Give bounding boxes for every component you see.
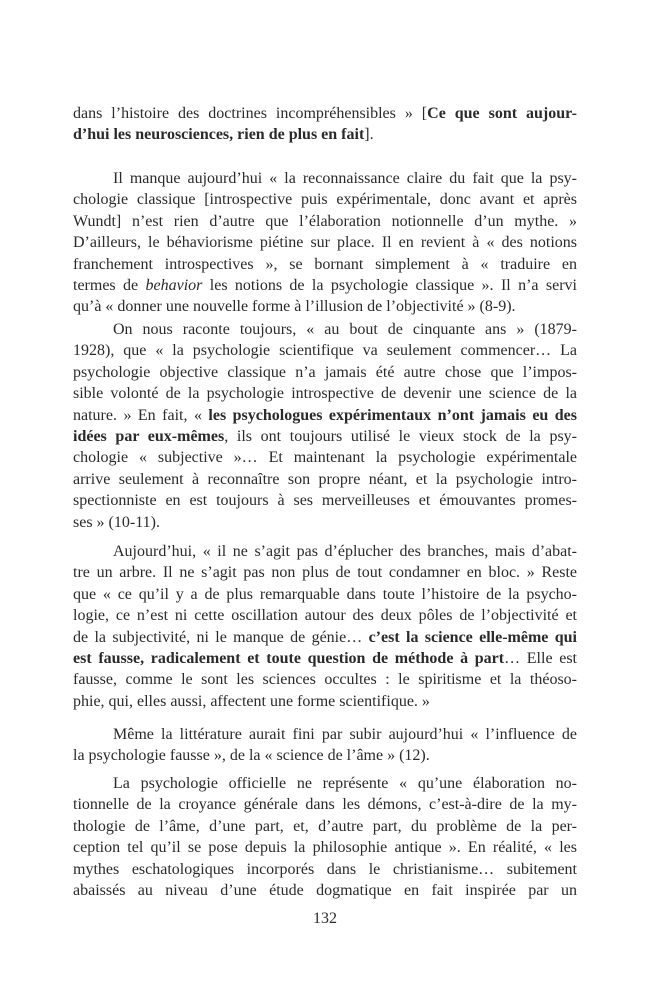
text-segment: logie, ce n’est ni cette oscillation autour des deux pôles de l’objectivité et [73, 607, 577, 625]
bold-text: est fausse, radicalement et toute question de méthode à part [73, 649, 505, 667]
text-line [73, 605, 577, 626]
text-segment: … Elle est [504, 649, 577, 667]
text-segment: Il manque aujourd’hui « la reconnaissance claire du fait que la psy- [113, 170, 577, 187]
text-segment: que « ce qu’il y a de plus remarquable dans toute l’histoire de la psycho- [73, 585, 577, 603]
text-line [73, 794, 577, 815]
text-segment: fausse, comme le sont les sciences occultes : le spiritisme et la théoso- [73, 671, 577, 689]
text-line [73, 880, 577, 901]
text-segment: sible volonté de la psychologie introspective de devenir une science de la [73, 385, 577, 403]
text-segment: de la subjectivité, ni le manque de génie… [73, 628, 369, 646]
text-line [73, 859, 577, 880]
text-line [73, 340, 577, 361]
text-segment: ses » (10-11). [73, 513, 160, 531]
text-line [73, 648, 577, 669]
text-segment: nature. » En fait, « [73, 406, 209, 424]
text-line [73, 168, 577, 189]
text-line [73, 837, 577, 858]
paragraph-2 [73, 168, 577, 318]
text-line [73, 447, 577, 468]
text-segment: On nous raconte toujours, « au bout de cinquante ans » (1879- [113, 321, 577, 338]
text-segment: Même la littérature aurait fini par subir aujourd’hui « l’influence de [113, 726, 577, 743]
text-line [73, 124, 577, 145]
text-segment: 1928), que « la psychologie scientifique va seulement commencer… La [73, 342, 577, 360]
text-line [73, 319, 577, 340]
text-segment: arrive seulement à reconnaître son propre néant, et la psychologie intro- [73, 470, 577, 488]
text-line [73, 562, 577, 583]
text-line [73, 232, 577, 253]
text-segment: La psychologie officielle ne représente « qu’une élaboration no- [113, 775, 577, 792]
text-segment: chologie classique [introspective puis expérimentale, donc avant et après [73, 191, 577, 209]
text-line [73, 816, 577, 837]
text-segment: Aujourd’hui, « il ne s’agit pas d’éplucher des branches, mais d’abat- [113, 543, 577, 560]
text-segment: tre un arbre. Il ne s’agit pas non plus de tout condamner en bloc. » Reste [73, 564, 577, 582]
text-line [73, 275, 577, 296]
text-line [73, 669, 577, 690]
text-segment: mythes eschatologiques incorporés dans le christianisme… subitement [73, 860, 577, 878]
text-segment: D’ailleurs, le béhaviorisme piétine sur place. Il en revient à « des notions [73, 234, 577, 252]
text-line [73, 745, 577, 766]
text-segment: abaissés au niveau d’une étude dogmatique en fait inspirée par un [73, 881, 577, 899]
bold-text: les psychologues expérimentaux n’ont jamais eu des [208, 406, 578, 424]
text-line [73, 584, 577, 605]
text-line [73, 189, 577, 210]
text-segment: les notions de la psychologie classique ». Il n’a servi [202, 276, 578, 294]
text-segment: thologie de l’âme, d’une part, et, d’autre part, du problème de la per- [73, 817, 577, 835]
text-line [73, 627, 577, 648]
text-line [73, 541, 577, 562]
text-line [73, 773, 577, 794]
bold-text: idées par eux-mêmes [73, 427, 225, 445]
paragraph-4 [73, 541, 577, 712]
paragraph-1 [73, 103, 577, 146]
text-segment: psychologie objective classique n’a jamais été autre chose que l’impos- [73, 363, 577, 381]
text-line [73, 724, 577, 745]
text-line [73, 383, 577, 404]
text-segment: qu’à « donner une nouvelle forme à l’illusion de l’objectivité » (8-9). [73, 298, 516, 316]
bold-text: Ce que sont aujour- [427, 105, 577, 122]
paragraph-6 [73, 773, 577, 901]
text-line [73, 405, 577, 426]
text-line [73, 362, 577, 383]
text-line [73, 211, 577, 232]
text-segment: phie, qui, elles aussi, affectent une forme scientifique. » [73, 692, 430, 710]
text-line [73, 426, 577, 447]
text-segment: , ils ont toujours utilisé le vieux stock de la psy- [224, 427, 577, 445]
text-segment: tionnelle de la croyance générale dans les démons, c’est-à-dire de la my- [73, 796, 577, 814]
text-line [73, 490, 577, 511]
text-segment: dans l’histoire des doctrines incompréhensibles » [ [73, 105, 428, 122]
bold-text: c’est la science elle-même qui [368, 628, 577, 646]
text-segment: la psychologie fausse », de la « science de l’âme » (12). [73, 747, 430, 765]
text-segment: ception tel qu’il se pose depuis la philosophie antique ». En réalité, « les [73, 839, 577, 857]
text-segment: spectionniste en est toujours à ses merveilleuses et émouvantes promes- [73, 492, 577, 510]
paragraph-5 [73, 724, 577, 767]
text-segment: ]. [364, 126, 374, 144]
text-segment: Wundt] n’est rien d’autre que l’élaboration notionnelle d’un mythe. » [73, 212, 577, 230]
text-line [73, 296, 577, 317]
text-line [73, 512, 577, 533]
text-segment: chologie « subjective »… Et maintenant la psychologie expérimentale [73, 449, 577, 467]
text-line [73, 254, 577, 275]
text-segment: termes de [73, 276, 146, 294]
italic-text: behavior [145, 276, 203, 294]
text-line [73, 103, 577, 124]
page-number: 132 [313, 910, 337, 927]
bold-text: d’hui les neurosciences, rien de plus en fait [73, 126, 365, 144]
text-line [73, 691, 577, 712]
text-segment: franchement introspectives », se bornant simplement à « traduire en [73, 255, 577, 273]
paragraph-3 [73, 319, 577, 533]
text-line [73, 469, 577, 490]
